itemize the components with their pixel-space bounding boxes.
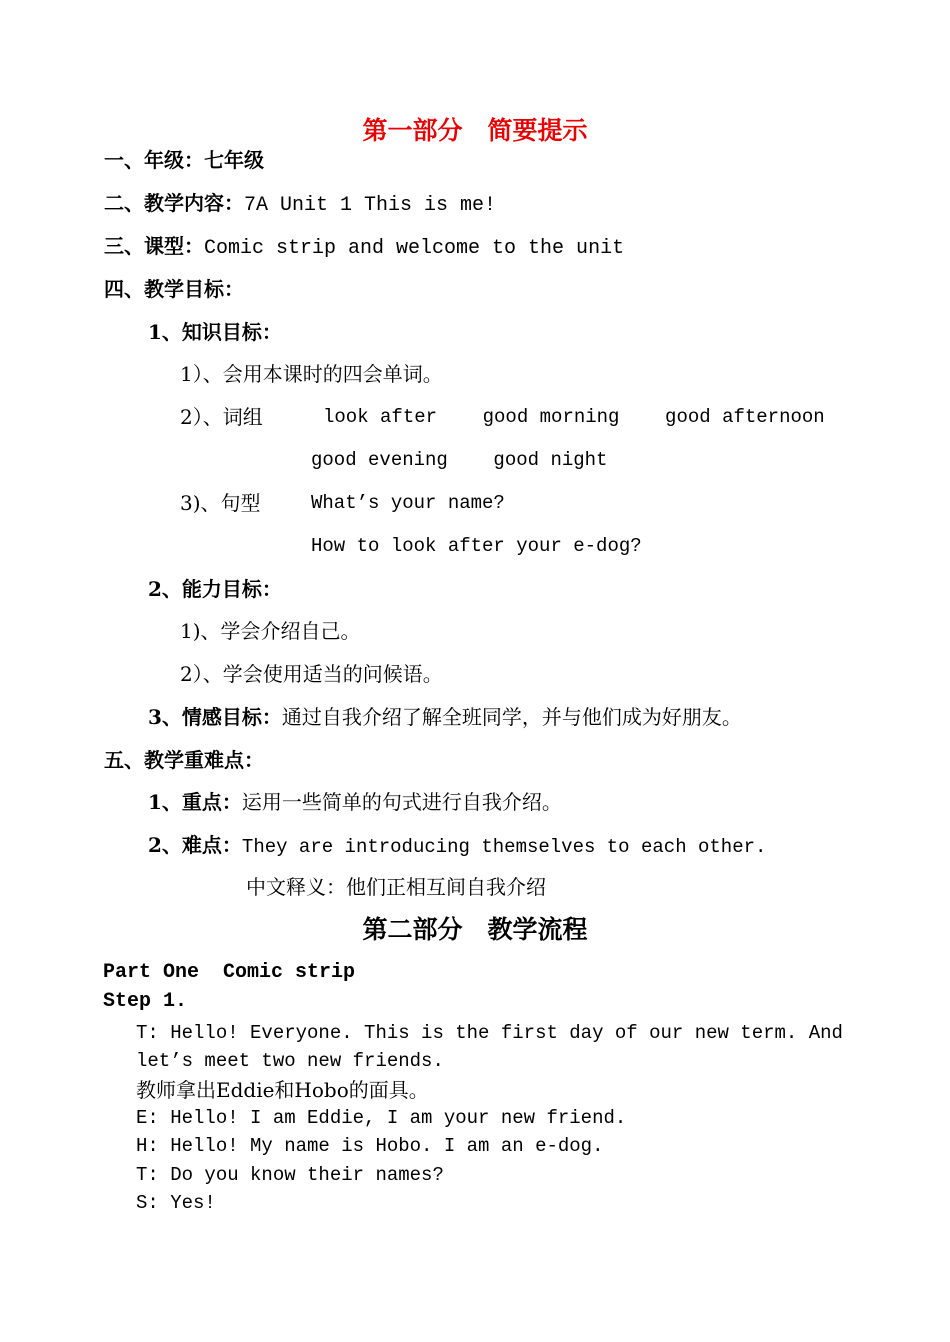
sentence-pattern-1: What’s your name? bbox=[311, 492, 505, 514]
dialogue-line-4: E: Hello! I am Eddie, I am your new friend. bbox=[136, 1107, 627, 1129]
grade-label: 一、年级： bbox=[104, 148, 204, 172]
grade-line bbox=[104, 150, 264, 170]
keypoints-label: 五、教学重难点： bbox=[104, 748, 264, 772]
step-heading: Step 1. bbox=[103, 990, 188, 1013]
knowledge-label: 1、知识目标： bbox=[148, 320, 282, 344]
difficult-value: They are introducing themselves to each other. bbox=[241, 836, 767, 858]
dialogue-line-5: H: Hello! My name is Hobo. I am an e-dog. bbox=[136, 1135, 604, 1157]
key-line bbox=[148, 792, 562, 812]
sentence-pattern-2: How to look after your e-dog? bbox=[311, 535, 642, 557]
ability-item-2: 2）、学会使用适当的问候语。 bbox=[180, 662, 443, 686]
content-label: 二、教学内容： bbox=[104, 191, 244, 215]
knowledge-item-2-label: 2）、词组 bbox=[180, 405, 263, 429]
knowledge-item-3-label: 3)、句型 bbox=[180, 491, 261, 515]
translation: 中文释义：他们正相互间自我介绍 bbox=[246, 875, 546, 899]
phrases-row-1: look after good morning good afternoon bbox=[323, 406, 825, 428]
phrases-row-2: good evening good night bbox=[311, 449, 608, 471]
dialogue-line-1: T: Hello! Everyone. This is the first day of our new term. And bbox=[136, 1022, 843, 1044]
dialogue-line-6: T: Do you know their names? bbox=[136, 1164, 444, 1186]
ability-item-1: 1)、学会介绍自己。 bbox=[180, 619, 361, 643]
dialogue-line-3: 教师拿出Eddie和Hobo的面具。 bbox=[136, 1078, 429, 1102]
difficult-line bbox=[148, 835, 766, 857]
emotion-value: 通过自我介绍了解全班同学，并与他们成为好朋友。 bbox=[281, 705, 742, 729]
part1-title: 第一部分 简要提示 bbox=[362, 116, 588, 145]
key-value: 运用一些简单的句式进行自我介绍。 bbox=[241, 790, 562, 814]
content-line bbox=[104, 193, 496, 216]
part-heading: Part One Comic strip bbox=[103, 961, 356, 984]
emotion-line bbox=[148, 707, 742, 727]
knowledge-item-1: 1）、会用本课时的四会单词。 bbox=[180, 362, 443, 386]
goals-label: 四、教学目标： bbox=[104, 277, 244, 301]
key-label: 1、重点： bbox=[148, 790, 242, 814]
type-line bbox=[104, 236, 624, 259]
type-label: 三、课型： bbox=[104, 234, 204, 258]
dialogue-line-2: let’s meet two new friends. bbox=[136, 1050, 444, 1072]
ability-label: 2、能力目标： bbox=[148, 577, 282, 601]
content-value: 7A Unit 1 This is me! bbox=[244, 194, 497, 217]
difficult-label: 2、难点： bbox=[148, 833, 242, 857]
dialogue-line-7: S: Yes! bbox=[136, 1192, 216, 1214]
part2-title: 第二部分 教学流程 bbox=[362, 915, 588, 944]
type-value: Comic strip and welcome to the unit bbox=[204, 237, 625, 260]
emotion-label: 3、情感目标： bbox=[148, 705, 282, 729]
grade-value: 七年级 bbox=[204, 148, 264, 172]
